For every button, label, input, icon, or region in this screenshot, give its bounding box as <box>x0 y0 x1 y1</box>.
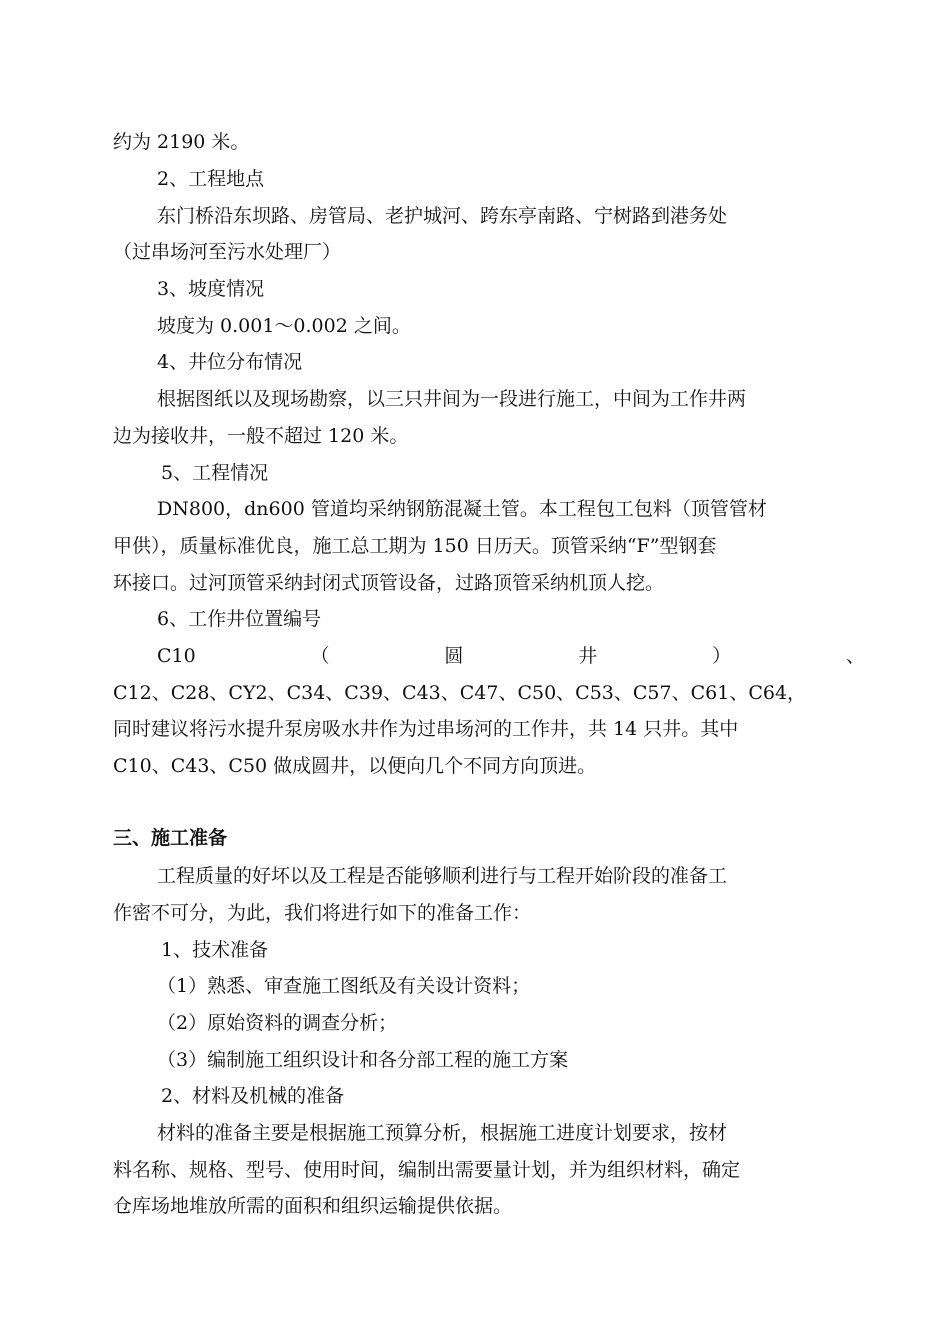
list-item: （2）原始资料的调查分析； <box>157 1012 398 1034</box>
paragraph-line: 同时建议将污水提升泵房吸水井作为过串场河的工作井，共 14 只井。其中 <box>113 718 739 740</box>
section-heading: 2、工程地点 <box>157 168 265 190</box>
close-paren: ） <box>712 645 732 667</box>
open-paren: （ <box>310 645 330 667</box>
paragraph-line: 工程质量的好坏以及工程是否能够顺利进行与工程开始阶段的准备工 <box>157 865 728 887</box>
chapter-heading: 三、施工准备 <box>113 827 228 849</box>
paragraph-line: 材料的准备主要是根据施工预算分析，根据施工进度计划要求，按材 <box>157 1122 728 1144</box>
round-label: 圆 <box>444 645 464 667</box>
paragraph-line: 作密不可分，为此，我们将进行如下的准备工作： <box>113 902 532 924</box>
list-item: （3）编制施工组织设计和各分部工程的施工方案 <box>157 1049 569 1071</box>
paragraph-line: C12、C28、CY2、C34、C39、C43、C47、C50、C53、C57、C61、C64， <box>113 682 807 704</box>
well-label: C10 <box>157 645 196 667</box>
paragraph-line: （过串场河至污水处理厂） <box>113 241 342 263</box>
paragraph-line: 东门桥沿东坝路、房管局、老护城河、跨东亭南路、宁树路到港务处 <box>157 205 728 227</box>
paragraph-line: 约为 2190 米。 <box>113 131 250 153</box>
section-heading: 1、技术准备 <box>161 939 269 961</box>
paragraph-line: 根据图纸以及现场勘察，以三只井间为一段进行施工，中间为工作井两 <box>157 388 747 410</box>
section-heading: 5、工程情况 <box>161 462 269 484</box>
section-heading: 3、坡度情况 <box>157 278 265 300</box>
well-word: 井 <box>578 645 598 667</box>
paragraph-line: C10、C43、C50 做成圆井，以便向几个不同方向顶进。 <box>113 755 597 777</box>
section-heading: 6、工作井位置编号 <box>157 608 322 630</box>
paragraph-line: 料名称、规格、型号、使用时间，编制出需要量计划，并为组织材料，确定 <box>113 1159 741 1181</box>
justified-line <box>157 645 865 667</box>
paragraph-line: DN800，dn600 管道均采纳钢筋混凝土管。本工程包工包料（顶管管材 <box>157 498 767 520</box>
list-item: （1）熟悉、审查施工图纸及有关设计资料； <box>157 975 531 997</box>
section-heading: 4、井位分布情况 <box>157 351 303 373</box>
paragraph-line: 环接口。过河顶管采纳封闭式顶管设备，过路顶管采纳机顶人挖。 <box>113 572 665 594</box>
paragraph-line: 仓库场地堆放所需的面积和组织运输提供依据。 <box>113 1195 513 1217</box>
separator: 、 <box>845 645 865 667</box>
paragraph-line: 甲供），质量标准优良，施工总工期为 150 日历天。顶管采纳“F”型钢套 <box>113 535 717 557</box>
section-heading: 2、材料及机械的准备 <box>161 1085 345 1107</box>
paragraph-line: 边为接收井，一般不超过 120 米。 <box>113 425 409 447</box>
paragraph-line: 坡度为 0.001～0.002 之间。 <box>157 315 411 337</box>
